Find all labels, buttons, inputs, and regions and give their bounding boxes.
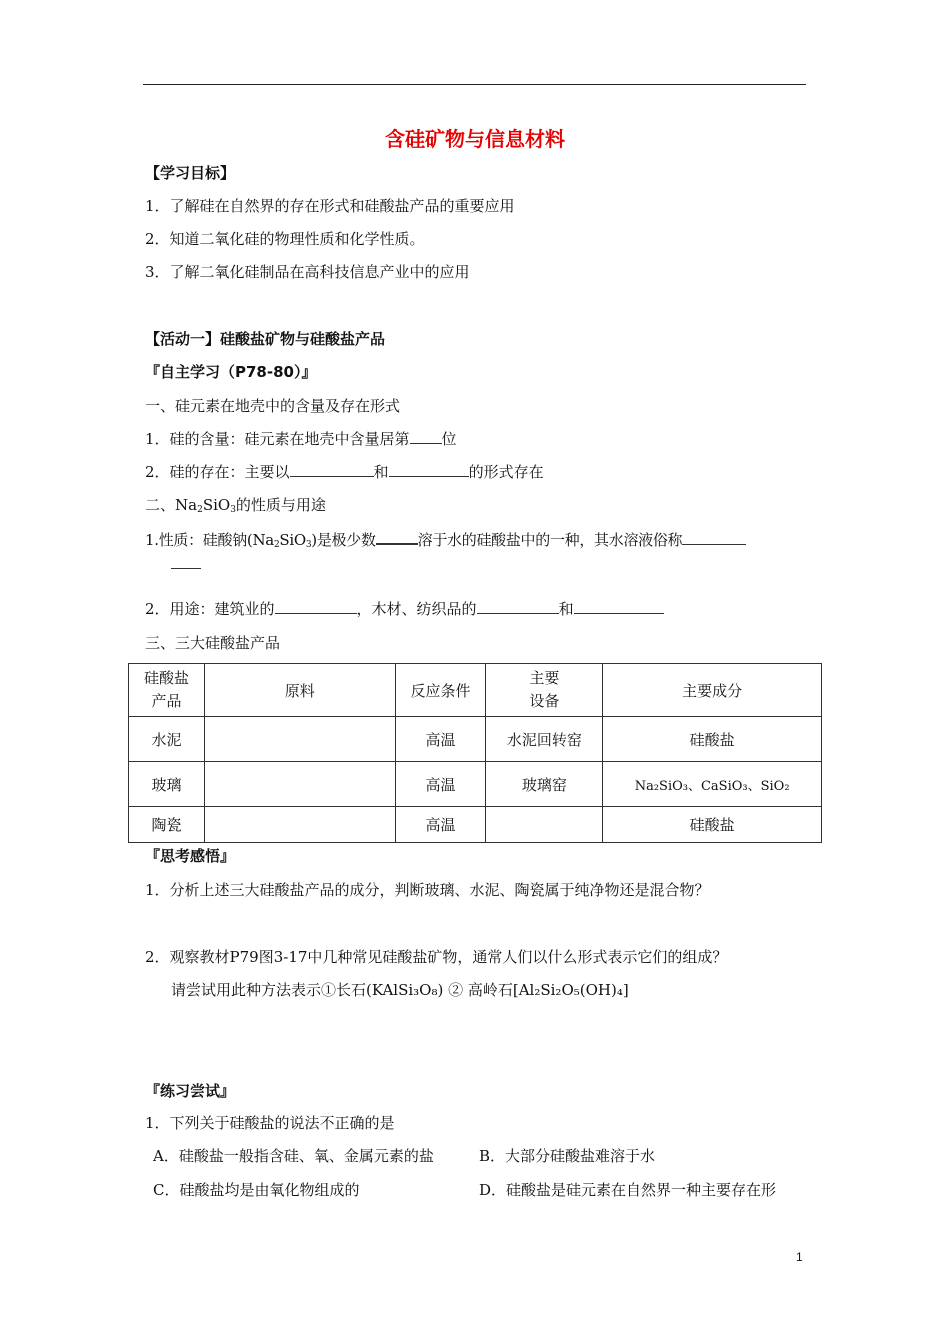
prop-text-a: 1.性质：硅酸钠(Na	[145, 531, 274, 549]
property-line	[145, 529, 746, 555]
use-text-c: 和	[558, 600, 574, 618]
goal-item-2: 2．知道二氧化硅的物理性质和化学性质。	[145, 230, 425, 248]
prop-text-d: 溶于水的硅酸盐中的一种，其水溶液俗称	[417, 531, 683, 549]
answer-blank[interactable]	[275, 599, 357, 614]
option-b[interactable]: B．大部分硅酸盐难溶于水	[479, 1147, 656, 1165]
answer-blank[interactable]	[574, 599, 664, 614]
option-d[interactable]: D．硅酸盐是硅元素在自然界一种主要存在形	[479, 1181, 777, 1199]
answer-blank-continued[interactable]	[171, 568, 201, 569]
s2-sub-2: 3	[230, 505, 236, 515]
s2-text-b: SiO	[202, 496, 231, 514]
page-title: 含硅矿物与信息材料	[385, 127, 565, 151]
existence-text: 2．硅的存在：主要以	[145, 463, 290, 481]
table-cell: 玻璃窑	[486, 762, 603, 807]
table-header-cell: 主要 设备	[486, 664, 603, 717]
table-cell: 高温	[395, 717, 486, 762]
s2-text-c: 的性质与用途	[235, 496, 326, 514]
use-text-a: 2．用途：建筑业的	[145, 600, 275, 618]
prop-text-c: )是极少数	[311, 531, 376, 549]
table-cell: 硅酸盐	[603, 807, 822, 843]
section1-heading: 一、硅元素在地壳中的含量及存在形式	[145, 397, 401, 415]
use-text-b: ，木材、纺织品的	[356, 600, 477, 618]
silicon-existence-line	[145, 462, 544, 482]
think-question-1: 1．分析上述三大硅酸盐产品的成分，判断玻璃、水泥、陶瓷属于纯净物还是混合物？	[145, 881, 710, 899]
think-question-2b: 请尝试用此种方法表示①长石(KAlSi₃O₈) ② 高岭石[Al₂Si₂O₅(OH)₄]	[171, 981, 629, 999]
table-header-cell: 主要成分	[603, 664, 822, 717]
existence-suffix: 的形式存在	[468, 463, 544, 481]
table-cell: Na₂SiO₃、CaSiO₃、SiO₂	[603, 762, 822, 807]
table-cell	[204, 762, 395, 807]
answer-blank[interactable]	[290, 462, 374, 477]
table-header-cell: 反应条件	[395, 664, 486, 717]
prop-sub-2: 3	[305, 540, 312, 550]
table-header-row	[129, 664, 822, 717]
use-line	[145, 599, 664, 619]
option-a[interactable]: A．硅酸盐一般指含硅、氧、金属元素的盐	[153, 1147, 434, 1165]
prop-sub-1: 2	[273, 540, 280, 550]
section2-heading	[145, 495, 326, 520]
table-cell: 陶瓷	[129, 807, 205, 843]
table-cell: 水泥回转窑	[486, 717, 603, 762]
think-heading: 『思考感悟』	[145, 847, 236, 865]
self-study-heading: 『自主学习（P78-80）』	[145, 363, 317, 381]
table-row	[129, 717, 822, 762]
silicate-products-table	[128, 663, 822, 843]
answer-blank[interactable]	[410, 429, 442, 444]
prop-text-b: SiO	[279, 531, 306, 549]
practice-heading: 『练习尝试』	[145, 1082, 236, 1100]
option-c[interactable]: C．硅酸盐均是由氧化物组成的	[153, 1181, 360, 1199]
existence-and: 和	[373, 463, 389, 481]
table-cell: 硅酸盐	[603, 717, 822, 762]
silicon-content-line	[145, 429, 457, 449]
table-cell	[204, 717, 395, 762]
answer-blank[interactable]	[389, 462, 469, 477]
table-cell: 高温	[395, 807, 486, 843]
answer-blank[interactable]	[376, 529, 418, 545]
think-question-2: 2．观察教材P79图3-17中几种常见硅酸盐矿物，通常人们以什么形式表示它们的组成？	[145, 948, 728, 966]
silicon-content-text: 1．硅的含量：硅元素在地壳中含量居第	[145, 430, 410, 448]
goal-item-1: 1．了解硅在自然界的存在形式和硅酸盐产品的重要应用	[145, 197, 515, 215]
goal-item-3: 3．了解二氧化硅制品在高科技信息产业中的应用	[145, 263, 470, 281]
answer-blank[interactable]	[477, 599, 559, 614]
table-row	[129, 807, 822, 843]
answer-blank[interactable]	[682, 530, 746, 545]
table-cell: 水泥	[129, 717, 205, 762]
s2-text-a: 二、Na	[145, 496, 198, 514]
table-cell	[204, 807, 395, 843]
header-rule	[143, 84, 806, 85]
activity1-heading: 【活动一】硅酸盐矿物与硅酸盐产品	[145, 330, 386, 348]
section3-heading: 三、三大硅酸盐产品	[145, 634, 281, 652]
s2-sub-1: 2	[197, 505, 203, 515]
table-cell: 高温	[395, 762, 486, 807]
table-cell: 玻璃	[129, 762, 205, 807]
table-header-cell: 硅酸盐 产品	[129, 664, 205, 717]
table-cell	[486, 807, 603, 843]
table-header-cell: 原料	[204, 664, 395, 717]
practice-question-1: 1．下列关于硅酸盐的说法不正确的是	[145, 1114, 395, 1132]
silicon-content-suffix: 位	[441, 430, 457, 448]
goals-heading: 【学习目标】	[145, 164, 236, 182]
table-row	[129, 762, 822, 807]
page-number: 1	[796, 1250, 803, 1264]
